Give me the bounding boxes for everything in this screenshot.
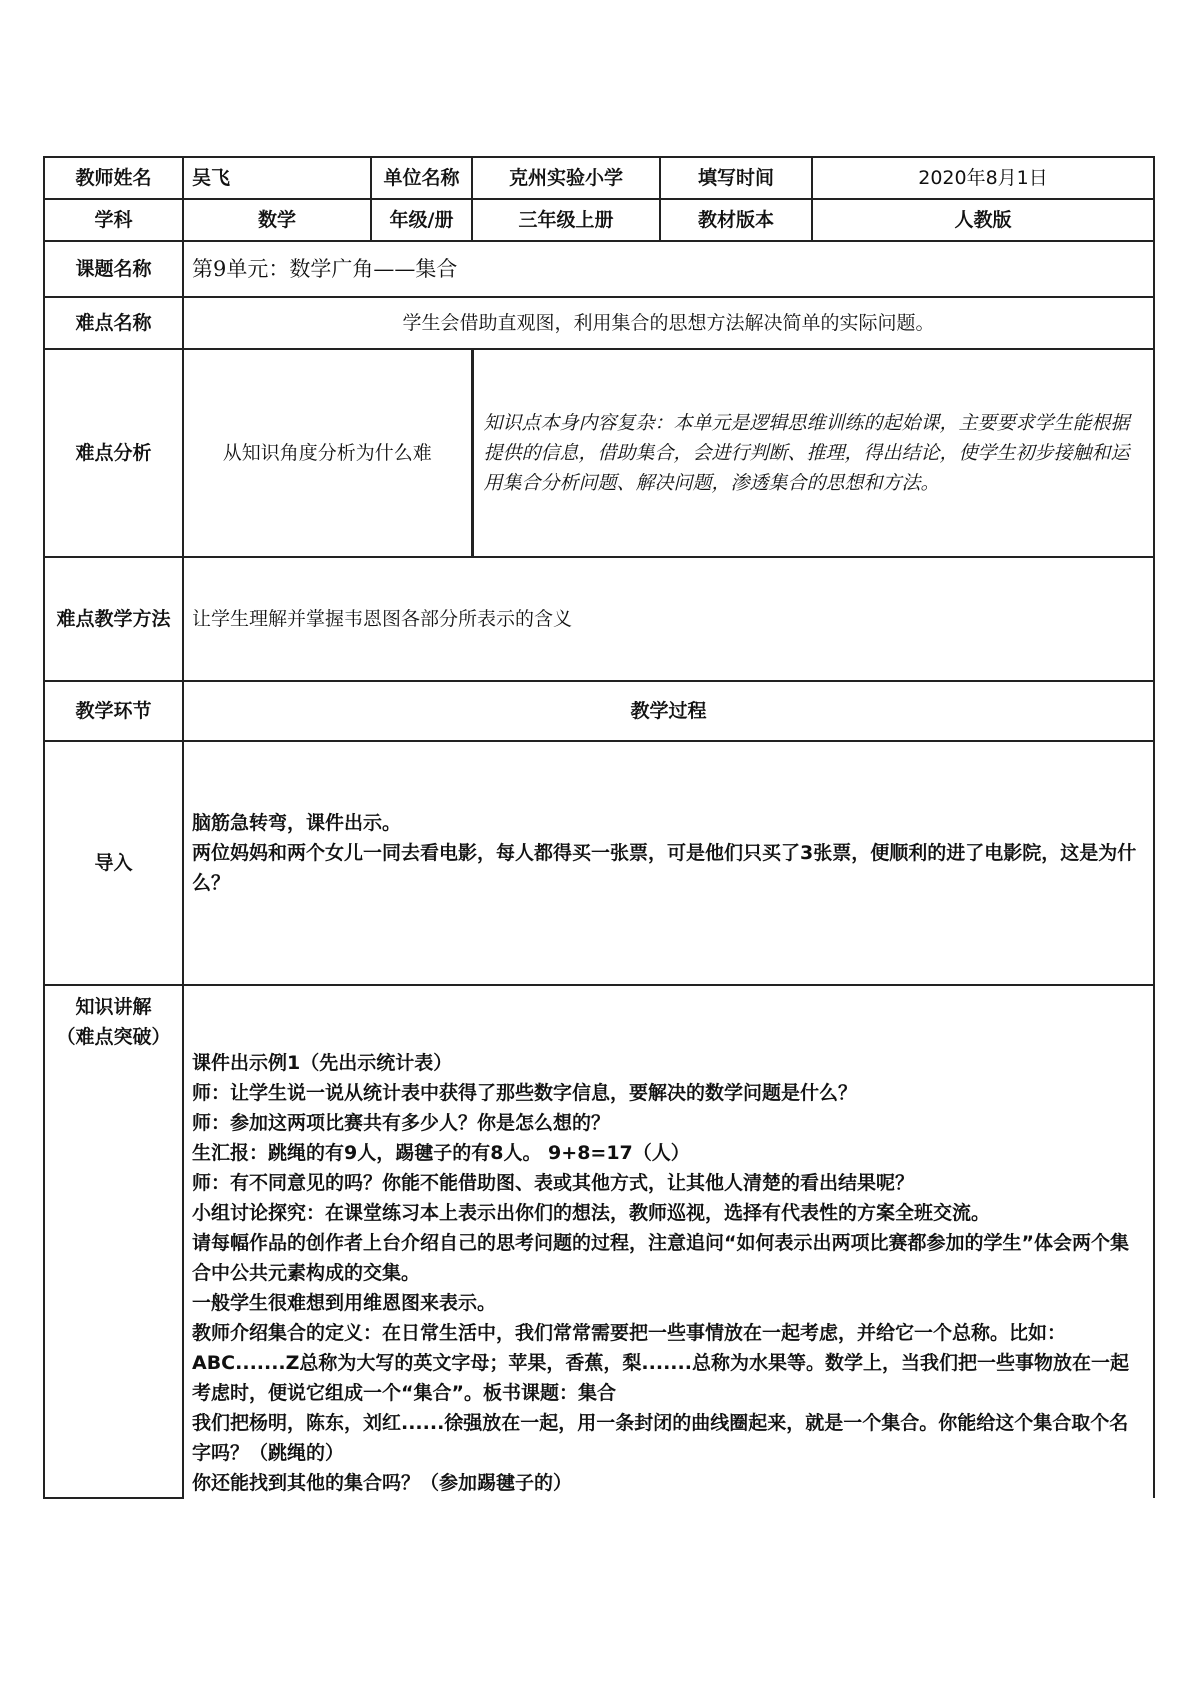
subject-label: 学科 — [44, 199, 183, 241]
knowledge-line-8: 一般学生很难想到用维恩图来表示。 — [192, 1292, 497, 1314]
knowledge-content — [183, 985, 1154, 1498]
method-label: 难点教学方法 — [44, 557, 183, 681]
lesson-plan-table — [43, 156, 1155, 1499]
topic-value: 第9单元：数学广角——集合 — [183, 241, 1154, 297]
teacher-name: 吴飞 — [183, 157, 371, 199]
knowledge-line-11: 你还能找到其他的集合吗？（参加踢毽子的） — [192, 1472, 573, 1494]
knowledge-line-3: 师：参加这两项比赛共有多少人？你是怎么想的？ — [192, 1112, 611, 1134]
knowledge-line-2: 师：让学生说一说从统计表中获得了那些数字信息，要解决的数学问题是什么？ — [192, 1082, 858, 1104]
intro-paragraphs — [192, 808, 1145, 898]
topic-row — [44, 241, 1154, 297]
knowledge-line-10: 我们把杨明，陈东，刘红......徐强放在一起，用一条封闭的曲线圈起来，就是一个集合。你能给这个集合取个名字吗？（跳绳的） — [192, 1412, 1129, 1464]
knowledge-line-6: 小组讨论探究：在课堂练习本上表示出你们的想法，教师巡视，选择有代表性的方案全班交流。 — [192, 1202, 991, 1224]
intro-line-2: 两位妈妈和两个女儿一同去看电影，每人都得买一张票，可是他们只买了3张票，便顺利的进了电影院，这是为什么？ — [192, 842, 1137, 894]
difficulty-row — [44, 297, 1154, 349]
process-header-row — [44, 681, 1154, 741]
header-row-1 — [44, 157, 1154, 199]
stage-label: 教学环节 — [44, 681, 183, 741]
topic-label: 课题名称 — [44, 241, 183, 297]
knowledge-label-line-2: （难点突破） — [56, 1026, 171, 1048]
process-label: 教学过程 — [183, 681, 1154, 741]
knowledge-line-5: 师：有不同意见的吗？你能不能借助图、表或其他方式，让其他人清楚的看出结果呢？ — [192, 1172, 915, 1194]
analysis-value: 知识点本身内容复杂：本单元是逻辑思维训练的起始课，主要要求学生能根据提供的信息，借助集合，会进行判断、推理，得出结论，使学生初步接触和运用集合分析问题、解决问题，渗透集合的思想和方法。 — [472, 349, 1154, 557]
unit-name: 克州实验小学 — [472, 157, 660, 199]
knowledge-line-7: 请每幅作品的创作者上台介绍自己的思考问题的过程，注意追问“如何表示出两项比赛都参加的学生”体会两个集合中公共元素构成的交集。 — [192, 1232, 1129, 1284]
header-row-2 — [44, 199, 1154, 241]
method-row — [44, 557, 1154, 681]
date-label: 填写时间 — [660, 157, 812, 199]
knowledge-label — [44, 985, 183, 1498]
difficulty-value: 学生会借助直观图，利用集合的思想方法解决简单的实际问题。 — [183, 297, 1154, 349]
date-value: 2020年8月1日 — [812, 157, 1154, 199]
intro-row — [44, 741, 1154, 985]
analysis-row — [44, 349, 1154, 557]
unit-label: 单位名称 — [371, 157, 472, 199]
intro-content — [183, 741, 1154, 985]
knowledge-paragraphs — [192, 1048, 1145, 1498]
edition-value: 人教版 — [812, 199, 1154, 241]
knowledge-line-1: 课件出示例1（先出示统计表） — [192, 1052, 453, 1074]
subject-value: 数学 — [183, 199, 371, 241]
analysis-sub-label: 从知识角度分析为什么难 — [183, 349, 472, 557]
grade-value: 三年级上册 — [472, 199, 660, 241]
knowledge-row — [44, 985, 1154, 1498]
grade-label: 年级/册 — [371, 199, 472, 241]
knowledge-label-line-1: 知识讲解 — [75, 996, 152, 1018]
method-value: 让学生理解并掌握韦恩图各部分所表示的含义 — [183, 557, 1154, 681]
teacher-label: 教师姓名 — [44, 157, 183, 199]
knowledge-line-9: 教师介绍集合的定义：在日常生活中，我们常常需要把一些事情放在一起考虑，并给它一个总称。比如：ABC.......Z总称为大写的英文字母；苹果，香蕉，梨.......总称为水果等。数学上，当我们把一些事物放在一起考虑时，便说它组成一个“集合”。板书课题：集合 — [192, 1322, 1129, 1404]
analysis-label: 难点分析 — [44, 349, 183, 557]
difficulty-label: 难点名称 — [44, 297, 183, 349]
edition-label: 教材版本 — [660, 199, 812, 241]
intro-label: 导入 — [44, 741, 183, 985]
intro-line-1: 脑筋急转弯，课件出示。 — [192, 812, 402, 834]
knowledge-line-4: 生汇报：跳绳的有9人，踢毽子的有8人。 9+8=17（人） — [192, 1142, 690, 1164]
